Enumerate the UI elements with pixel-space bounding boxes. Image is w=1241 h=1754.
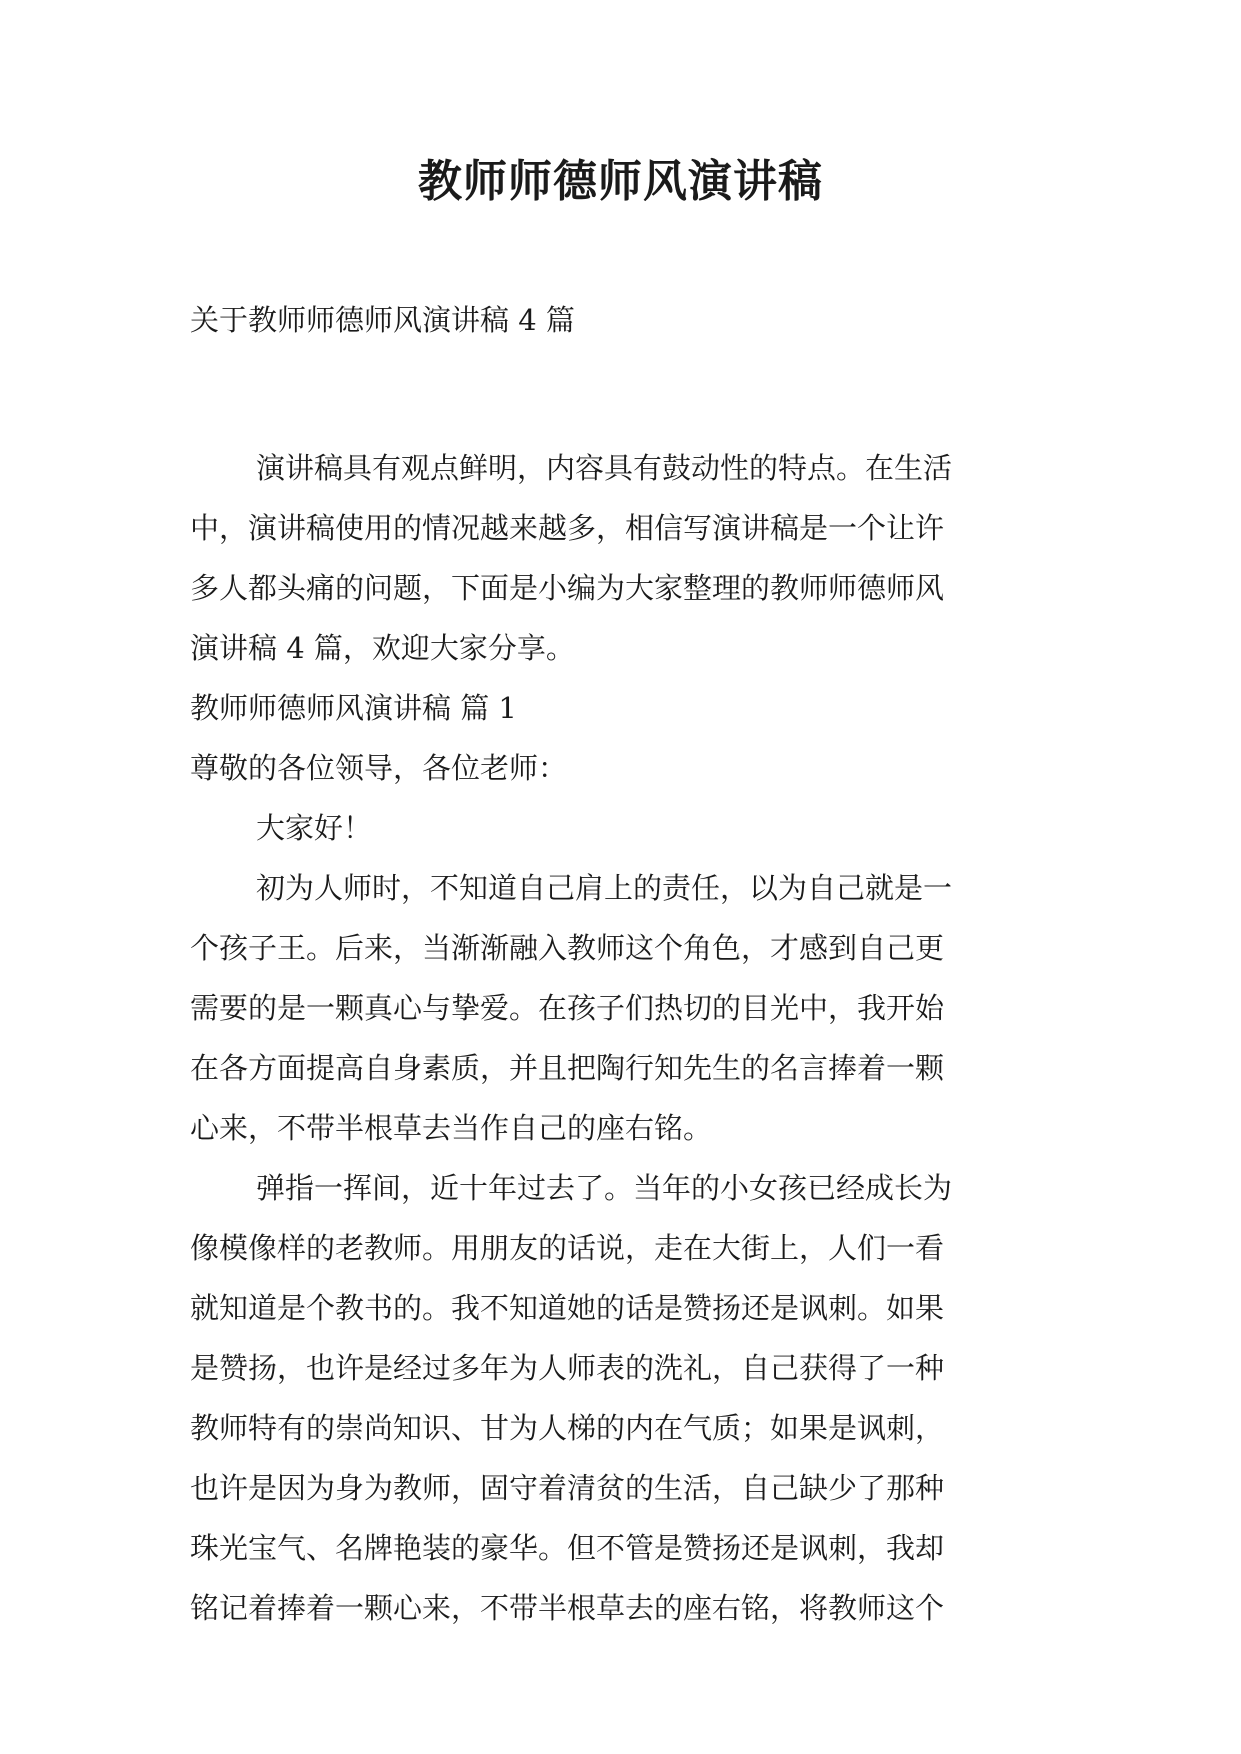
text-line: 像模像样的老教师。用朋友的话说，走在大街上，人们一看: [190, 1231, 945, 1265]
text-line: 铭记着捧着一颗心来，不带半根草去的座右铭，将教师这个: [190, 1591, 945, 1625]
text-line: 中，演讲稿使用的情况越来越多，相信写演讲稿是一个让许: [190, 511, 945, 545]
text-line: 多人都头痛的问题，下面是小编为大家整理的教师师德师风: [190, 571, 945, 605]
text-line: 初为人师时，不知道自己肩上的责任，以为自己就是一: [256, 871, 953, 905]
text-line: 演讲稿 4 篇，欢迎大家分享。: [190, 631, 575, 665]
text-line: 大家好！: [256, 811, 373, 845]
spacer: [190, 350, 1062, 438]
text-line: 是赞扬，也许是经过多年为人师表的洗礼，自己获得了一种: [190, 1351, 945, 1385]
text-line: 就知道是个教书的。我不知道她的话是赞扬还是讽刺。如果: [190, 1291, 945, 1325]
text-line: 在各方面提高自身素质，并且把陶行知先生的名言捧着一颗: [190, 1051, 945, 1085]
text-line: 需要的是一颗真心与挚爱。在孩子们热切的目光中，我开始: [190, 991, 945, 1025]
document-subtitle: 关于教师师德师风演讲稿 4 篇: [190, 303, 575, 337]
text-line: 心来，不带半根草去当作自己的座右铭。: [190, 1111, 713, 1145]
text-line: 教师师德师风演讲稿 篇 1: [190, 691, 517, 725]
text-line: 弹指一挥间，近十年过去了。当年的小女孩已经成长为: [256, 1171, 953, 1205]
text-line: 珠光宝气、名牌艳装的豪华。但不管是赞扬还是讽刺，我却: [190, 1531, 945, 1565]
document-body: [190, 290, 1062, 1638]
text-line: 教师特有的崇尚知识、甘为人梯的内在气质；如果是讽刺，: [190, 1411, 945, 1445]
paragraph-lines: [190, 438, 1062, 1638]
document-title: 教师师德师风演讲稿: [418, 156, 823, 207]
text-line: 个孩子王。后来，当渐渐融入教师这个角色，才感到自己更: [190, 931, 945, 965]
text-line: 演讲稿具有观点鲜明，内容具有鼓动性的特点。在生活: [256, 451, 953, 485]
text-line: 也许是因为身为教师，固守着清贫的生活，自己缺少了那种: [190, 1471, 945, 1505]
text-line: 尊敬的各位领导，各位老师：: [190, 751, 568, 785]
